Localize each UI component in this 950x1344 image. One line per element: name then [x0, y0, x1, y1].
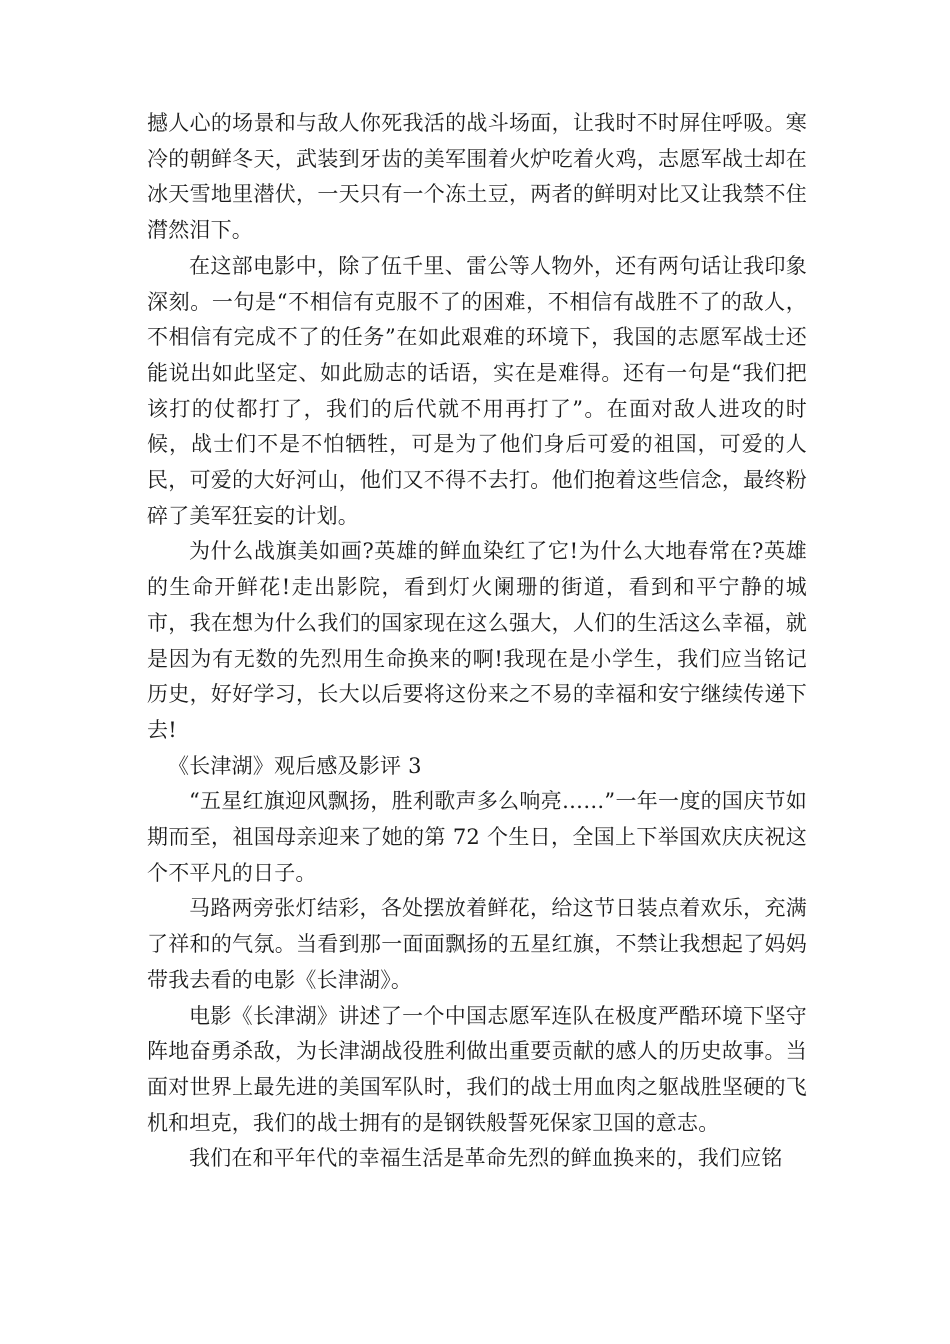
paragraph-continuation: 撼人心的场景和与敌人你死我活的战斗场面，让我时不时屏住呼吸。寒冷的朝鲜冬天，武装到牙齿的美军围着火炉吃着火鸡，志愿军战士却在冰天雪地里潜伏，一天只有一个冻土豆，两者的鲜明对比又让我禁不住潸然泪下。 — [147, 111, 807, 243]
paragraph-film-summary: 电影《长津湖》讲述了一个中国志愿军连队在极度严酷环境下坚守阵地奋勇杀敌，为长津湖战役胜利做出重要贡献的感人的历史故事。当面对世界上最先进的美国军队时，我们的战士用血肉之躯战胜坚硬的飞机和坦克，我们的战士拥有的是钢铁般誓死保家卫国的意志。 — [147, 1003, 807, 1135]
paragraph-festive-streets: 马路两旁张灯结彩，各处摆放着鲜花，给这节日装点着欢乐，充满了祥和的气氛。当看到那一面面飘扬的五星红旗，不禁让我想起了妈妈带我去看的电影《长津湖》。 — [147, 896, 807, 992]
paragraph-battle-flag: 为什么战旗美如画?英雄的鲜血染红了它!为什么大地春常在?英雄的生命开鲜花!走出影院，看到灯火阑珊的街道，看到和平宁静的城市，我在想为什么我们的国家现在这么强大，人们的生活这么幸福，就是因为有无数的先烈用生命换来的啊!我现在是小学生，我们应当铭记历史，好好学习，长大以后要将这份来之不易的幸福和安宁继续传递下去! — [147, 539, 807, 742]
section-heading: 《长津湖》观后感及影评 3 — [168, 753, 422, 778]
paragraph-memorable-quotes: 在这部电影中，除了伍千里、雷公等人物外，还有两句话让我印象深刻。一句是“不相信有克服不了的困难，不相信有战胜不了的敌人，不相信有完成不了的任务”在如此艰难的环境下，我国的志愿军战士还能说出如此坚定、如此励志的话语，实在是难得。还有一句是“我们把该打的仗都打了，我们的后代就不用再打了”。在面对敌人进攻的时候，战士们不是不怕牺牲，可是为了他们身后可爱的祖国，可爱的人民，可爱的大好河山，他们又不得不去打。他们抱着这些信念，最终粉碎了美军狂妄的计划。 — [147, 253, 807, 528]
document-body — [147, 106, 807, 1177]
paragraph-national-day: “五星红旗迎风飘扬，胜利歌声多么响亮……”一年一度的国庆节如期而至，祖国母亲迎来了她的第 72 个生日，全国上下举国欢庆庆祝这个不平凡的日子。 — [147, 789, 807, 885]
paragraph-peaceful-life: 我们在和平年代的幸福生活是革命先烈的鲜血换来的，我们应铭 — [189, 1146, 783, 1171]
